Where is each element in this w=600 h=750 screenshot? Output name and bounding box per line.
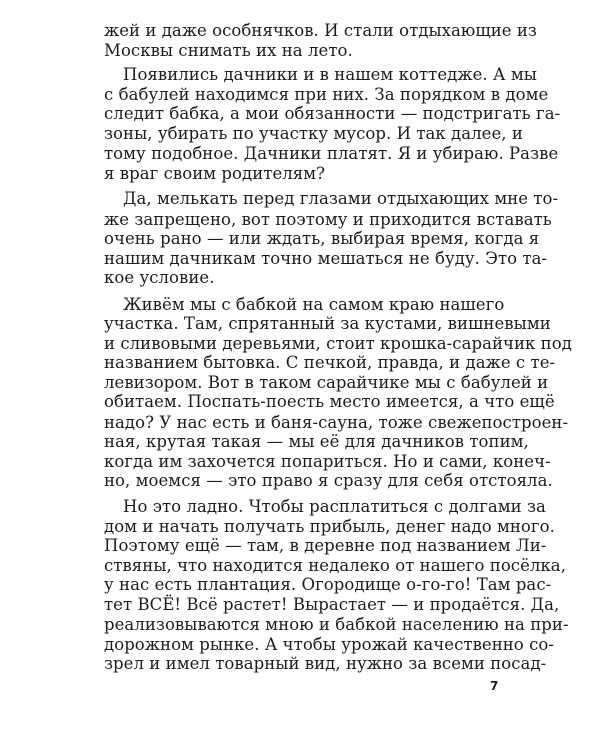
text-line: названием бытовка. С печкой, правда, и даже с те- (104, 353, 556, 372)
text-line: зоны, убирать по участку мусор. И так далее, и (104, 124, 523, 143)
text-line: с бабулей находимся при них. За порядком в доме (104, 85, 549, 104)
text-line: Да, мелькать перед глазами отдыхающих мне то- (123, 189, 559, 208)
text-line: но, моемся — это право я сразу для себя отстояла. (104, 471, 553, 490)
text-line: кое условие. (104, 268, 215, 287)
text-line: Живём мы с бабкой на самом краю нашего (123, 295, 505, 314)
text-line: дорожном рынке. А чтобы урожай качественно со- (104, 635, 554, 654)
text-line: реализовываются мною и бабкой населению на при- (104, 615, 569, 634)
text-line: я враг своим родителям? (104, 164, 326, 183)
text-line: участка. Там, спрятанный за кустами, вишневыми (104, 314, 551, 333)
text-line: Поэтому ещё — там, в деревне под названием Ли- (104, 536, 547, 555)
text-line: ствяны, что находится недалеко от нашего посёлка, (104, 556, 566, 575)
text-line: Но это ладно. Чтобы расплатиться с долгами за (123, 497, 546, 516)
text-line: надо? У нас есть и баня-сауна, тоже свежепостроен- (104, 413, 569, 432)
page-number: 7 (490, 679, 499, 693)
text-line: дом и начать получать прибыль, денег надо много. (104, 517, 555, 536)
text-line: когда им захочется попариться. Но и сами, конеч- (104, 452, 551, 471)
text-line: обитаем. Поспать-поесть место имеется, а что ещё (104, 392, 555, 411)
text-line: Появились дачники и в нашем коттедже. А мы (123, 65, 537, 84)
text-line: ная, крутая такая — мы её для дачников топим, (104, 432, 529, 451)
text-line: Москвы снимать их на лето. (104, 41, 353, 60)
text-line: жей и даже особнячков. И стали отдыхающие из (104, 21, 537, 40)
text-line: следит бабка, а мои обязанности — подстригать га- (104, 104, 561, 123)
text-line: же запрещено, вот поэтому и приходится вставать (104, 210, 552, 229)
text-line: тому подобное. Дачники платят. Я и убираю. Разве (104, 144, 559, 163)
text-line: нашим дачникам точно мешаться не буду. Это та- (104, 249, 548, 268)
text-line: очень рано — или ждать, выбирая время, когда я (104, 229, 540, 248)
text-line: и сливовыми деревьями, стоит крошка-сарайчик под (104, 334, 572, 353)
text-line: левизором. Вот в таком сарайчике мы с бабулей и (104, 373, 549, 392)
text-line: тет ВСЁ! Всё растет! Вырастает — и продаётся. Да, (104, 595, 560, 614)
text-line: зрел и имел товарный вид, нужно за всеми посад- (104, 654, 547, 673)
text-line: у нас есть плантация. Огородище о-го-го! Там рас- (104, 575, 552, 594)
